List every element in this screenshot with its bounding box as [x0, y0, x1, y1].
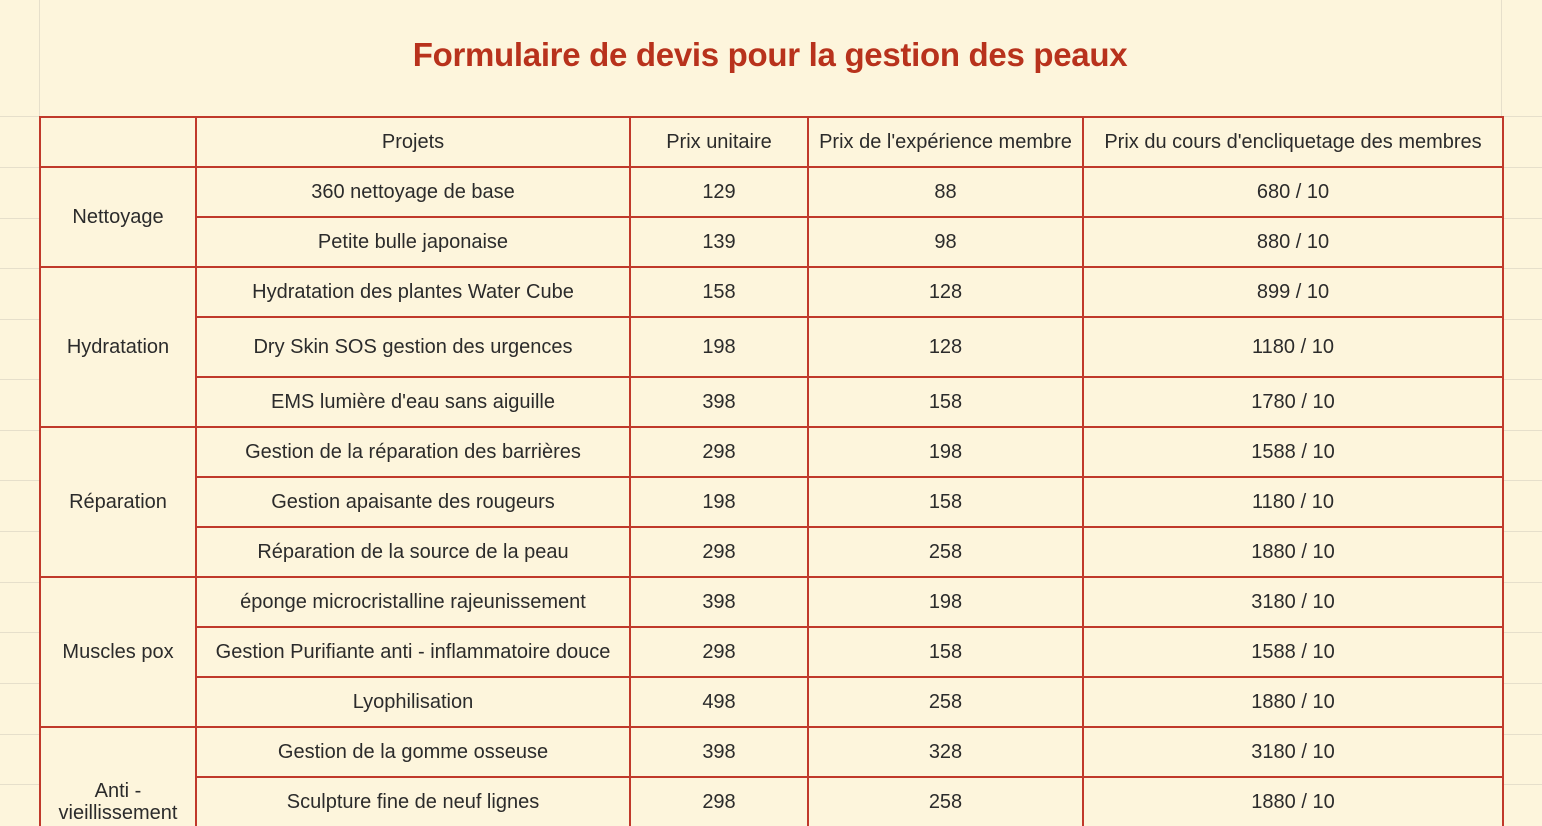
table-row: [40, 527, 1503, 577]
table-row: [40, 777, 1503, 826]
member-price-cell[interactable]: 258: [808, 677, 1083, 727]
project-cell[interactable]: 360 nettoyage de base: [196, 167, 630, 217]
category-cell[interactable]: Hydratation: [40, 267, 196, 427]
course-price-cell[interactable]: 1880 / 10: [1083, 777, 1503, 826]
unit-price-cell[interactable]: 129: [630, 167, 808, 217]
unit-price-cell[interactable]: 298: [630, 427, 808, 477]
table-row: [40, 377, 1503, 427]
category-cell[interactable]: Réparation: [40, 427, 196, 577]
category-cell[interactable]: Nettoyage: [40, 167, 196, 267]
member-price-cell[interactable]: 198: [808, 427, 1083, 477]
unit-price-cell[interactable]: 198: [630, 317, 808, 377]
header-unit-price-cell[interactable]: Prix unitaire: [630, 117, 808, 167]
unit-price-cell[interactable]: 398: [630, 377, 808, 427]
header-category-cell[interactable]: [40, 117, 196, 167]
table-row: [40, 677, 1503, 727]
unit-price-cell[interactable]: 139: [630, 217, 808, 267]
course-price-cell[interactable]: 1588 / 10: [1083, 427, 1503, 477]
member-price-cell[interactable]: 88: [808, 167, 1083, 217]
member-price-cell[interactable]: 328: [808, 727, 1083, 777]
project-cell[interactable]: Lyophilisation: [196, 677, 630, 727]
project-cell[interactable]: éponge microcristalline rajeunissement: [196, 577, 630, 627]
course-price-cell[interactable]: 1880 / 10: [1083, 527, 1503, 577]
unit-price-cell[interactable]: 198: [630, 477, 808, 527]
project-cell[interactable]: Hydratation des plantes Water Cube: [196, 267, 630, 317]
project-cell[interactable]: Gestion Purifiante anti - inflammatoire douce: [196, 627, 630, 677]
member-price-cell[interactable]: 258: [808, 527, 1083, 577]
course-price-cell[interactable]: 680 / 10: [1083, 167, 1503, 217]
header-course-price-cell[interactable]: Prix du cours d'encliquetage des membres: [1083, 117, 1503, 167]
member-price-cell[interactable]: 98: [808, 217, 1083, 267]
category-cell[interactable]: Anti - vieillissement: [40, 727, 196, 826]
table-row: [40, 167, 1503, 217]
unit-price-cell[interactable]: 498: [630, 677, 808, 727]
project-cell[interactable]: Sculpture fine de neuf lignes: [196, 777, 630, 826]
member-price-cell[interactable]: 198: [808, 577, 1083, 627]
course-price-cell[interactable]: 1880 / 10: [1083, 677, 1503, 727]
table-row: [40, 727, 1503, 777]
course-price-cell[interactable]: 899 / 10: [1083, 267, 1503, 317]
project-cell[interactable]: Gestion apaisante des rougeurs: [196, 477, 630, 527]
course-price-cell[interactable]: 3180 / 10: [1083, 727, 1503, 777]
project-cell[interactable]: EMS lumière d'eau sans aiguille: [196, 377, 630, 427]
member-price-cell[interactable]: 258: [808, 777, 1083, 826]
course-price-cell[interactable]: 1180 / 10: [1083, 317, 1503, 377]
category-cell[interactable]: Muscles pox: [40, 577, 196, 727]
course-price-cell[interactable]: 1180 / 10: [1083, 477, 1503, 527]
table-row: [40, 267, 1503, 317]
table-row: [40, 477, 1503, 527]
project-cell[interactable]: Gestion de la réparation des barrières: [196, 427, 630, 477]
project-cell[interactable]: Dry Skin SOS gestion des urgences: [196, 317, 630, 377]
project-cell[interactable]: Petite bulle japonaise: [196, 217, 630, 267]
table-row: [40, 427, 1503, 477]
member-price-cell[interactable]: 158: [808, 377, 1083, 427]
course-price-cell[interactable]: 3180 / 10: [1083, 577, 1503, 627]
project-cell[interactable]: Gestion de la gomme osseuse: [196, 727, 630, 777]
course-price-cell[interactable]: 880 / 10: [1083, 217, 1503, 267]
sheet-title: Formulaire de devis pour la gestion des peaux: [412, 36, 1128, 73]
member-price-cell[interactable]: 128: [808, 317, 1083, 377]
table-row: [40, 217, 1503, 267]
course-price-cell[interactable]: 1780 / 10: [1083, 377, 1503, 427]
header-member-price-cell[interactable]: Prix de l'expérience membre: [808, 117, 1083, 167]
unit-price-cell[interactable]: 298: [630, 627, 808, 677]
header-project-cell[interactable]: Projets: [196, 117, 630, 167]
quote-table: [39, 116, 1504, 826]
table-header-row: [40, 117, 1503, 167]
table-row: [40, 627, 1503, 677]
course-price-cell[interactable]: 1588 / 10: [1083, 627, 1503, 677]
project-cell[interactable]: Réparation de la source de la peau: [196, 527, 630, 577]
unit-price-cell[interactable]: 398: [630, 577, 808, 627]
unit-price-cell[interactable]: 158: [630, 267, 808, 317]
unit-price-cell[interactable]: 298: [630, 527, 808, 577]
table-row: [40, 577, 1503, 627]
unit-price-cell[interactable]: 398: [630, 727, 808, 777]
member-price-cell[interactable]: 158: [808, 627, 1083, 677]
table-row: [40, 317, 1503, 377]
member-price-cell[interactable]: 128: [808, 267, 1083, 317]
unit-price-cell[interactable]: 298: [630, 777, 808, 826]
member-price-cell[interactable]: 158: [808, 477, 1083, 527]
